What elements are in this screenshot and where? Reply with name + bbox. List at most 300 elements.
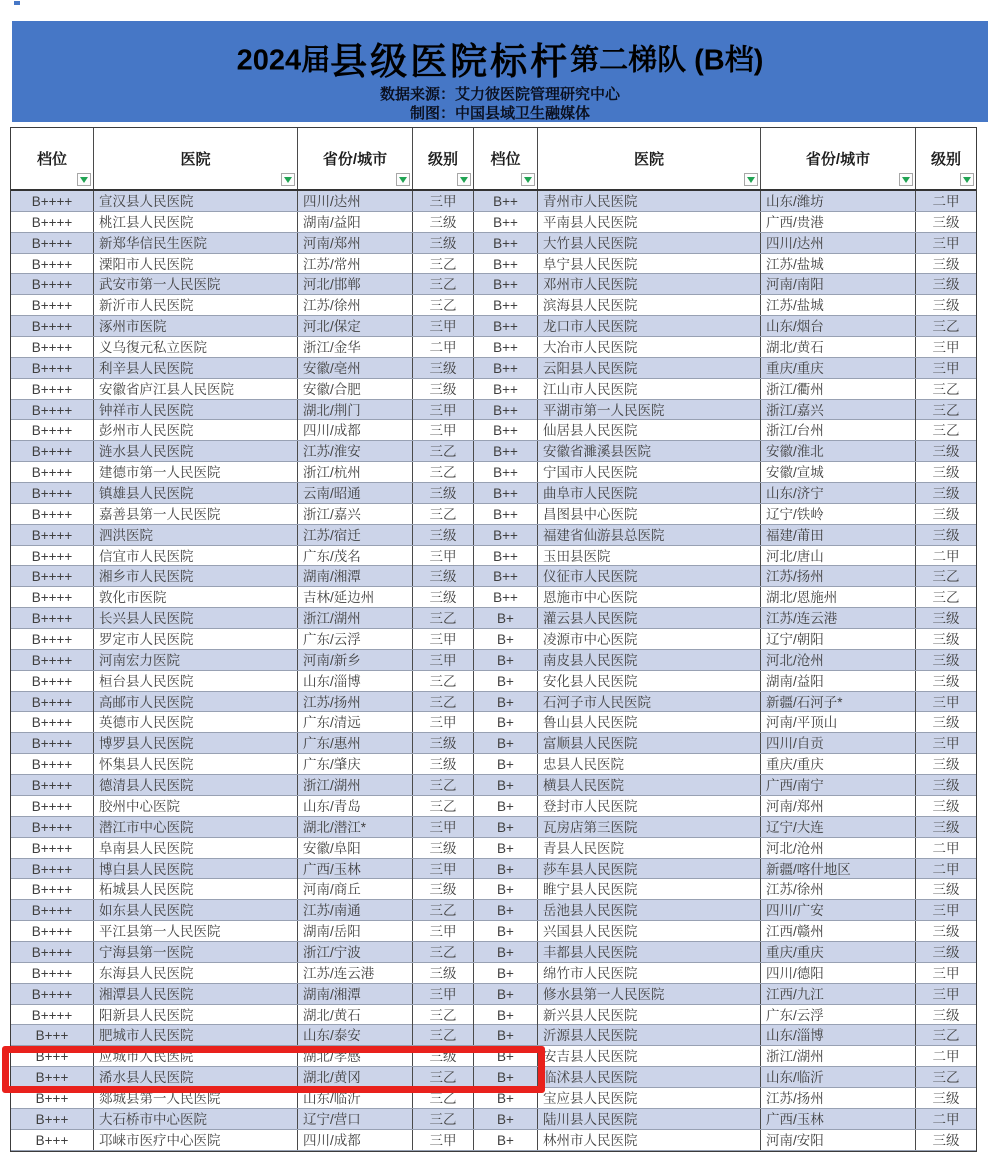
cell-province-city-left[interactable]: 江苏/徐州 [298, 295, 413, 315]
cell-hospital-right[interactable]: 横县人民医院 [538, 775, 761, 795]
cell-tier-left[interactable]: B++++ [11, 900, 94, 920]
cell-level-right[interactable]: 三级 [932, 778, 960, 794]
cell-province-city-left[interactable]: 浙江/宁波 [298, 942, 413, 962]
filter-dropdown-button-level-right[interactable] [960, 173, 974, 186]
cell-tier-left[interactable]: B++++ [11, 566, 94, 586]
cell-hospital-left[interactable]: 博罗县人民医院 [94, 733, 298, 753]
cell-hospital-right[interactable]: 岳池县人民医院 [538, 900, 761, 920]
cell-level-left[interactable]: 三乙 [413, 900, 474, 920]
cell-province-city-right[interactable]: 重庆/重庆 [761, 754, 916, 774]
cell-tier-right[interactable]: B+ [474, 963, 538, 983]
cell-province-city-right[interactable]: 山东/淄博 [761, 1025, 916, 1045]
cell-province-city-right[interactable]: 四川/达州 [761, 233, 916, 253]
cell-level-left[interactable]: 三甲 [413, 817, 474, 837]
cell-tier-left[interactable]: B++++ [11, 817, 94, 837]
cell-tier-right[interactable]: B++ [474, 546, 538, 566]
cell-province-city-left[interactable]: 安徽/亳州 [298, 358, 413, 378]
cell-tier-left[interactable]: B++++ [11, 504, 94, 524]
cell-tier-right[interactable]: B+ [474, 712, 538, 732]
cell-hospital-right[interactable]: 鲁山县人民医院 [538, 712, 761, 732]
cell-hospital-right[interactable]: 凌源市中心医院 [538, 629, 761, 649]
cell-hospital-right[interactable]: 临沭县人民医院 [538, 1067, 761, 1087]
cell-level-right[interactable]: 三级 [932, 465, 960, 481]
cell-tier-right[interactable]: B+ [474, 796, 538, 816]
cell-tier-right[interactable]: B+ [474, 1067, 538, 1087]
cell-province-city-right[interactable]: 重庆/重庆 [761, 358, 916, 378]
cell-tier-left[interactable]: B+++ [11, 1067, 94, 1087]
cell-level-left[interactable]: 三级 [413, 1046, 474, 1066]
cell-hospital-left[interactable]: 新沂市人民医院 [94, 295, 298, 315]
filter-dropdown-button-province-city-right[interactable] [899, 173, 913, 186]
cell-hospital-right[interactable]: 福建省仙游县总医院 [538, 525, 761, 545]
cell-level-left[interactable]: 三乙 [413, 1025, 474, 1045]
cell-hospital-left[interactable]: 涟水县人民医院 [94, 441, 298, 461]
cell-hospital-left[interactable]: 安徽省庐江县人民医院 [94, 379, 298, 399]
cell-province-city-left[interactable]: 山东/泰安 [298, 1025, 413, 1045]
cell-level-left[interactable]: 三乙 [413, 254, 474, 274]
cell-province-city-left[interactable]: 安徽/阜阳 [298, 838, 413, 858]
cell-tier-right[interactable]: B++ [474, 400, 538, 420]
cell-level-right[interactable]: 二甲 [932, 1111, 960, 1127]
cell-level-left[interactable]: 三级 [413, 525, 474, 545]
cell-hospital-left[interactable]: 大石桥市中心医院 [94, 1109, 298, 1129]
cell-hospital-right[interactable]: 忠县人民医院 [538, 754, 761, 774]
cell-tier-left[interactable]: B++++ [11, 608, 94, 628]
cell-level-right[interactable]: 三乙 [932, 590, 960, 606]
cell-level-right[interactable]: 三甲 [932, 986, 960, 1002]
cell-level-left[interactable]: 三乙 [413, 1109, 474, 1129]
cell-province-city-left[interactable]: 湖北/黄石 [298, 1005, 413, 1025]
cell-hospital-left[interactable]: 英德市人民医院 [94, 712, 298, 732]
cell-province-city-left[interactable]: 浙江/湖州 [298, 775, 413, 795]
cell-level-left[interactable]: 三甲 [413, 921, 474, 941]
cell-tier-left[interactable]: B++++ [11, 233, 94, 253]
cell-tier-right[interactable]: B+ [474, 942, 538, 962]
cell-province-city-left[interactable]: 辽宁/营口 [298, 1109, 413, 1129]
cell-province-city-right[interactable]: 江苏/连云港 [761, 608, 916, 628]
cell-tier-left[interactable]: B++++ [11, 295, 94, 315]
cell-tier-right[interactable]: B+ [474, 984, 538, 1004]
cell-level-right[interactable]: 三乙 [932, 423, 960, 439]
cell-hospital-right[interactable]: 沂源县人民医院 [538, 1025, 761, 1045]
cell-tier-left[interactable]: B++++ [11, 712, 94, 732]
cell-level-right[interactable]: 三级 [932, 256, 960, 272]
cell-level-left[interactable]: 三级 [413, 963, 474, 983]
cell-hospital-right[interactable]: 莎车县人民医院 [538, 859, 761, 879]
cell-level-right[interactable]: 三级 [932, 673, 960, 689]
cell-province-city-left[interactable]: 湖北/荆门 [298, 400, 413, 420]
cell-hospital-right[interactable]: 仙居县人民医院 [538, 420, 761, 440]
cell-hospital-right[interactable]: 安徽省濉溪县医院 [538, 441, 761, 461]
cell-level-left[interactable]: 三乙 [413, 1067, 474, 1087]
cell-level-right[interactable]: 三乙 [932, 1028, 960, 1044]
cell-tier-left[interactable]: B++++ [11, 587, 94, 607]
cell-province-city-right[interactable]: 河北/沧州 [761, 650, 916, 670]
cell-hospital-left[interactable]: 彭州市人民医院 [94, 420, 298, 440]
cell-level-left[interactable]: 三乙 [413, 671, 474, 691]
filter-dropdown-button-tier-right[interactable] [521, 173, 535, 186]
cell-tier-right[interactable]: B+ [474, 692, 538, 712]
cell-tier-left[interactable]: B++++ [11, 754, 94, 774]
cell-tier-right[interactable]: B+ [474, 859, 538, 879]
filter-dropdown-button-province-city-left[interactable] [396, 173, 410, 186]
cell-level-right[interactable]: 三级 [932, 882, 960, 898]
cell-hospital-right[interactable]: 恩施市中心医院 [538, 587, 761, 607]
cell-hospital-right[interactable]: 青县人民医院 [538, 838, 761, 858]
cell-hospital-right[interactable]: 安吉县人民医院 [538, 1046, 761, 1066]
cell-hospital-left[interactable]: 泗洪医院 [94, 525, 298, 545]
cell-level-right[interactable]: 三甲 [932, 360, 960, 376]
cell-hospital-left[interactable]: 潜江市中心医院 [94, 817, 298, 837]
cell-tier-right[interactable]: B++ [474, 233, 538, 253]
cell-level-right[interactable]: 三甲 [932, 694, 960, 710]
cell-hospital-right[interactable]: 平湖市第一人民医院 [538, 400, 761, 420]
cell-tier-right[interactable]: B+ [474, 1109, 538, 1129]
cell-tier-right[interactable]: B+ [474, 733, 538, 753]
cell-hospital-right[interactable]: 安化县人民医院 [538, 671, 761, 691]
cell-level-left[interactable]: 三甲 [413, 629, 474, 649]
cell-level-right[interactable]: 三级 [932, 486, 960, 502]
cell-level-right[interactable]: 三级 [932, 819, 960, 835]
cell-level-left[interactable]: 三级 [413, 587, 474, 607]
cell-tier-right[interactable]: B+ [474, 1005, 538, 1025]
cell-level-right[interactable]: 二甲 [932, 1049, 960, 1065]
cell-province-city-right[interactable]: 广西/贵港 [761, 212, 916, 232]
cell-tier-left[interactable]: B++++ [11, 984, 94, 1004]
cell-level-left[interactable]: 三乙 [413, 504, 474, 524]
cell-level-right[interactable]: 三乙 [932, 1070, 960, 1086]
cell-province-city-left[interactable]: 河南/郑州 [298, 233, 413, 253]
cell-hospital-left[interactable]: 德清县人民医院 [94, 775, 298, 795]
cell-tier-right[interactable]: B++ [474, 274, 538, 294]
cell-province-city-left[interactable]: 山东/淄博 [298, 671, 413, 691]
cell-hospital-right[interactable]: 灌云县人民医院 [538, 608, 761, 628]
cell-hospital-left[interactable]: 郯城县第一人民医院 [94, 1088, 298, 1108]
cell-province-city-right[interactable]: 湖北/黄石 [761, 337, 916, 357]
cell-tier-left[interactable]: B++++ [11, 671, 94, 691]
filter-dropdown-button-level-left[interactable] [457, 173, 471, 186]
cell-province-city-left[interactable]: 江苏/宿迁 [298, 525, 413, 545]
cell-hospital-right[interactable]: 曲阜市人民医院 [538, 483, 761, 503]
cell-province-city-left[interactable]: 吉林/延边州 [298, 587, 413, 607]
cell-tier-left[interactable]: B+++ [11, 1046, 94, 1066]
cell-hospital-left[interactable]: 长兴县人民医院 [94, 608, 298, 628]
cell-hospital-right[interactable]: 龙口市人民医院 [538, 316, 761, 336]
cell-tier-right[interactable]: B+ [474, 817, 538, 837]
cell-province-city-right[interactable]: 重庆/重庆 [761, 942, 916, 962]
cell-hospital-right[interactable]: 丰都县人民医院 [538, 942, 761, 962]
cell-province-city-right[interactable]: 湖南/益阳 [761, 671, 916, 691]
cell-tier-right[interactable]: B++ [474, 358, 538, 378]
cell-tier-left[interactable]: B++++ [11, 441, 94, 461]
cell-level-left[interactable]: 二甲 [413, 337, 474, 357]
cell-province-city-right[interactable]: 浙江/湖州 [761, 1046, 916, 1066]
cell-hospital-left[interactable]: 敦化市医院 [94, 587, 298, 607]
cell-level-right[interactable]: 二甲 [932, 840, 960, 856]
cell-hospital-left[interactable]: 如东县人民医院 [94, 900, 298, 920]
cell-tier-right[interactable]: B+ [474, 650, 538, 670]
cell-level-right[interactable]: 三甲 [932, 736, 960, 752]
cell-tier-right[interactable]: B+ [474, 1025, 538, 1045]
cell-province-city-left[interactable]: 浙江/杭州 [298, 462, 413, 482]
cell-province-city-left[interactable]: 广东/云浮 [298, 629, 413, 649]
cell-hospital-left[interactable]: 怀集县人民医院 [94, 754, 298, 774]
cell-level-right[interactable]: 二甲 [932, 194, 960, 209]
cell-hospital-right[interactable]: 陆川县人民医院 [538, 1109, 761, 1129]
cell-tier-left[interactable]: B++++ [11, 775, 94, 795]
cell-province-city-left[interactable]: 四川/成都 [298, 1130, 413, 1150]
cell-hospital-right[interactable]: 宁国市人民医院 [538, 462, 761, 482]
cell-province-city-left[interactable]: 广东/清远 [298, 712, 413, 732]
cell-level-left[interactable]: 三级 [413, 233, 474, 253]
cell-level-left[interactable]: 三级 [413, 566, 474, 586]
cell-level-left[interactable]: 三乙 [413, 775, 474, 795]
cell-hospital-right[interactable]: 玉田县医院 [538, 546, 761, 566]
cell-province-city-right[interactable]: 湖北/恩施州 [761, 587, 916, 607]
cell-level-left[interactable]: 三乙 [413, 295, 474, 315]
cell-province-city-right[interactable]: 河南/平顶山 [761, 712, 916, 732]
cell-province-city-left[interactable]: 广东/茂名 [298, 546, 413, 566]
cell-hospital-left[interactable]: 建德市第一人民医院 [94, 462, 298, 482]
cell-tier-left[interactable]: B++++ [11, 400, 94, 420]
cell-province-city-right[interactable]: 四川/德阳 [761, 963, 916, 983]
cell-level-right[interactable]: 三乙 [932, 319, 960, 335]
cell-hospital-left[interactable]: 湘乡市人民医院 [94, 566, 298, 586]
cell-level-right[interactable]: 三甲 [932, 340, 960, 356]
cell-tier-left[interactable]: B++++ [11, 733, 94, 753]
cell-level-left[interactable]: 三甲 [413, 712, 474, 732]
cell-hospital-right[interactable]: 南皮县人民医院 [538, 650, 761, 670]
cell-hospital-left[interactable]: 平江县第一人民医院 [94, 921, 298, 941]
cell-level-left[interactable]: 三甲 [413, 650, 474, 670]
cell-province-city-right[interactable]: 四川/广安 [761, 900, 916, 920]
cell-level-right[interactable]: 二甲 [932, 548, 960, 564]
cell-tier-left[interactable]: B++++ [11, 650, 94, 670]
cell-province-city-left[interactable]: 河南/新乡 [298, 650, 413, 670]
cell-hospital-left[interactable]: 宣汉县人民医院 [94, 191, 298, 211]
cell-tier-left[interactable]: B++++ [11, 629, 94, 649]
cell-province-city-right[interactable]: 河南/郑州 [761, 796, 916, 816]
cell-level-left[interactable]: 三甲 [413, 420, 474, 440]
cell-hospital-right[interactable]: 瓦房店第三医院 [538, 817, 761, 837]
cell-tier-right[interactable]: B++ [474, 295, 538, 315]
cell-level-right[interactable]: 三级 [932, 444, 960, 460]
cell-tier-right[interactable]: B++ [474, 254, 538, 274]
cell-tier-right[interactable]: B++ [474, 379, 538, 399]
cell-level-right[interactable]: 三乙 [932, 381, 960, 397]
cell-level-left[interactable]: 三乙 [413, 942, 474, 962]
cell-hospital-left[interactable]: 浠水县人民医院 [94, 1067, 298, 1087]
cell-tier-right[interactable]: B+ [474, 879, 538, 899]
cell-province-city-left[interactable]: 江苏/扬州 [298, 692, 413, 712]
cell-province-city-right[interactable]: 江西/赣州 [761, 921, 916, 941]
cell-level-right[interactable]: 三级 [932, 1090, 960, 1106]
cell-hospital-left[interactable]: 阜南县人民医院 [94, 838, 298, 858]
cell-tier-right[interactable]: B+ [474, 921, 538, 941]
cell-tier-left[interactable]: B++++ [11, 692, 94, 712]
cell-tier-left[interactable]: B++++ [11, 212, 94, 232]
cell-province-city-left[interactable]: 江苏/南通 [298, 900, 413, 920]
cell-hospital-right[interactable]: 宝应县人民医院 [538, 1088, 761, 1108]
cell-hospital-right[interactable]: 富顺县人民医院 [538, 733, 761, 753]
cell-tier-left[interactable]: B++++ [11, 796, 94, 816]
cell-tier-left[interactable]: B++++ [11, 525, 94, 545]
cell-level-right[interactable]: 三级 [932, 715, 960, 731]
cell-level-right[interactable]: 三级 [932, 214, 960, 230]
cell-tier-left[interactable]: B++++ [11, 254, 94, 274]
cell-level-left[interactable]: 三甲 [413, 546, 474, 566]
cell-province-city-left[interactable]: 湖南/益阳 [298, 212, 413, 232]
cell-tier-left[interactable]: B++++ [11, 942, 94, 962]
cell-tier-left[interactable]: B++++ [11, 358, 94, 378]
cell-level-right[interactable]: 三级 [932, 277, 960, 293]
cell-tier-right[interactable]: B++ [474, 525, 538, 545]
cell-tier-left[interactable]: B+++ [11, 1025, 94, 1045]
cell-hospital-right[interactable]: 大竹县人民医院 [538, 233, 761, 253]
cell-hospital-right[interactable]: 平南县人民医院 [538, 212, 761, 232]
cell-tier-right[interactable]: B++ [474, 441, 538, 461]
cell-hospital-left[interactable]: 桓台县人民医院 [94, 671, 298, 691]
cell-tier-right[interactable]: B+ [474, 608, 538, 628]
cell-tier-right[interactable]: B++ [474, 566, 538, 586]
cell-province-city-left[interactable]: 安徽/合肥 [298, 379, 413, 399]
cell-province-city-right[interactable]: 江苏/扬州 [761, 1088, 916, 1108]
cell-province-city-left[interactable]: 河北/保定 [298, 316, 413, 336]
filter-dropdown-button-hospital-right[interactable] [744, 173, 758, 186]
cell-level-right[interactable]: 三级 [932, 298, 960, 314]
cell-province-city-right[interactable]: 辽宁/铁岭 [761, 504, 916, 524]
cell-level-right[interactable]: 三级 [932, 611, 960, 627]
cell-level-right[interactable]: 三乙 [932, 402, 960, 418]
cell-province-city-left[interactable]: 湖北/孝感 [298, 1046, 413, 1066]
cell-province-city-left[interactable]: 浙江/嘉兴 [298, 504, 413, 524]
cell-tier-left[interactable]: B+++ [11, 1109, 94, 1129]
cell-level-left[interactable]: 三甲 [413, 400, 474, 420]
cell-level-right[interactable]: 三级 [932, 798, 960, 814]
cell-province-city-left[interactable]: 江苏/淮安 [298, 441, 413, 461]
cell-province-city-right[interactable]: 山东/潍坊 [761, 191, 916, 211]
cell-level-right[interactable]: 三乙 [932, 569, 960, 585]
cell-tier-left[interactable]: B++++ [11, 379, 94, 399]
cell-hospital-right[interactable]: 滨海县人民医院 [538, 295, 761, 315]
cell-level-left[interactable]: 三乙 [413, 1088, 474, 1108]
cell-province-city-left[interactable]: 江苏/连云港 [298, 963, 413, 983]
cell-province-city-right[interactable]: 新疆/石河子* [761, 692, 916, 712]
cell-tier-right[interactable]: B+ [474, 838, 538, 858]
cell-level-right[interactable]: 三级 [932, 506, 960, 522]
cell-province-city-right[interactable]: 广西/玉林 [761, 1109, 916, 1129]
cell-level-left[interactable]: 三甲 [413, 859, 474, 879]
cell-province-city-right[interactable]: 安徽/宣城 [761, 462, 916, 482]
cell-level-left[interactable]: 三乙 [413, 608, 474, 628]
cell-hospital-left[interactable]: 钟祥市人民医院 [94, 400, 298, 420]
cell-hospital-left[interactable]: 涿州市医院 [94, 316, 298, 336]
cell-hospital-left[interactable]: 罗定市人民医院 [94, 629, 298, 649]
cell-province-city-right[interactable]: 河北/唐山 [761, 546, 916, 566]
cell-hospital-right[interactable]: 登封市人民医院 [538, 796, 761, 816]
cell-tier-left[interactable]: B++++ [11, 859, 94, 879]
cell-province-city-left[interactable]: 山东/临沂 [298, 1088, 413, 1108]
cell-level-left[interactable]: 三乙 [413, 796, 474, 816]
cell-province-city-right[interactable]: 江苏/盐城 [761, 295, 916, 315]
cell-hospital-left[interactable]: 东海县人民医院 [94, 963, 298, 983]
cell-level-left[interactable]: 三级 [413, 733, 474, 753]
cell-level-right[interactable]: 二甲 [932, 861, 960, 877]
cell-level-right[interactable]: 三级 [932, 652, 960, 668]
cell-tier-right[interactable]: B++ [474, 587, 538, 607]
cell-level-right[interactable]: 三甲 [932, 903, 960, 919]
cell-tier-left[interactable]: B++++ [11, 274, 94, 294]
cell-tier-right[interactable]: B+ [474, 754, 538, 774]
cell-province-city-right[interactable]: 四川/自贡 [761, 733, 916, 753]
cell-level-left[interactable]: 三乙 [413, 692, 474, 712]
cell-hospital-left[interactable]: 信宜市人民医院 [94, 546, 298, 566]
cell-province-city-right[interactable]: 辽宁/大连 [761, 817, 916, 837]
cell-level-right[interactable]: 三级 [932, 944, 960, 960]
cell-level-left[interactable]: 三乙 [413, 441, 474, 461]
cell-level-left[interactable]: 三乙 [413, 1005, 474, 1025]
cell-province-city-right[interactable]: 浙江/衢州 [761, 379, 916, 399]
cell-tier-right[interactable]: B++ [474, 420, 538, 440]
cell-province-city-left[interactable]: 广西/玉林 [298, 859, 413, 879]
cell-hospital-right[interactable]: 新兴县人民医院 [538, 1005, 761, 1025]
cell-province-city-left[interactable]: 湖南/岳阳 [298, 921, 413, 941]
cell-province-city-left[interactable]: 河北/邯郸 [298, 274, 413, 294]
cell-tier-right[interactable]: B+ [474, 1046, 538, 1066]
cell-hospital-left[interactable]: 镇雄县人民医院 [94, 483, 298, 503]
cell-tier-left[interactable]: B++++ [11, 546, 94, 566]
cell-hospital-right[interactable]: 大冶市人民医院 [538, 337, 761, 357]
cell-province-city-left[interactable]: 江苏/常州 [298, 254, 413, 274]
cell-province-city-left[interactable]: 四川/成都 [298, 420, 413, 440]
cell-tier-left[interactable]: B++++ [11, 963, 94, 983]
cell-hospital-left[interactable]: 溧阳市人民医院 [94, 254, 298, 274]
cell-tier-right[interactable]: B+ [474, 671, 538, 691]
filter-dropdown-button-tier-left[interactable] [77, 173, 91, 186]
cell-level-left[interactable]: 三级 [413, 879, 474, 899]
cell-level-left[interactable]: 三级 [413, 212, 474, 232]
cell-level-right[interactable]: 三甲 [932, 235, 960, 251]
cell-hospital-right[interactable]: 兴国县人民医院 [538, 921, 761, 941]
cell-province-city-right[interactable]: 山东/烟台 [761, 316, 916, 336]
cell-province-city-right[interactable]: 广西/南宁 [761, 775, 916, 795]
cell-level-right[interactable]: 三甲 [932, 965, 960, 981]
cell-tier-left[interactable]: B++++ [11, 420, 94, 440]
cell-hospital-left[interactable]: 邛崃市医疗中心医院 [94, 1130, 298, 1150]
cell-tier-right[interactable]: B+ [474, 775, 538, 795]
cell-tier-right[interactable]: B++ [474, 337, 538, 357]
cell-tier-right[interactable]: B+ [474, 1130, 538, 1150]
cell-province-city-right[interactable]: 新疆/喀什地区 [761, 859, 916, 879]
cell-level-left[interactable]: 三级 [413, 838, 474, 858]
cell-province-city-right[interactable]: 辽宁/朝阳 [761, 629, 916, 649]
cell-hospital-left[interactable]: 高邮市人民医院 [94, 692, 298, 712]
cell-hospital-left[interactable]: 胶州中心医院 [94, 796, 298, 816]
cell-hospital-right[interactable]: 石河子市人民医院 [538, 692, 761, 712]
cell-hospital-right[interactable]: 邓州市人民医院 [538, 274, 761, 294]
cell-tier-left[interactable]: B++++ [11, 1005, 94, 1025]
cell-province-city-left[interactable]: 广东/肇庆 [298, 754, 413, 774]
cell-hospital-right[interactable]: 昌图县中心医院 [538, 504, 761, 524]
cell-level-left[interactable]: 三甲 [413, 1130, 474, 1150]
cell-hospital-left[interactable]: 桃江县人民医院 [94, 212, 298, 232]
cell-hospital-left[interactable]: 阳新县人民医院 [94, 1005, 298, 1025]
cell-province-city-left[interactable]: 广东/惠州 [298, 733, 413, 753]
cell-province-city-right[interactable]: 浙江/嘉兴 [761, 400, 916, 420]
cell-province-city-right[interactable]: 安徽/淮北 [761, 441, 916, 461]
cell-province-city-right[interactable]: 江苏/徐州 [761, 879, 916, 899]
cell-province-city-right[interactable]: 河南/南阳 [761, 274, 916, 294]
